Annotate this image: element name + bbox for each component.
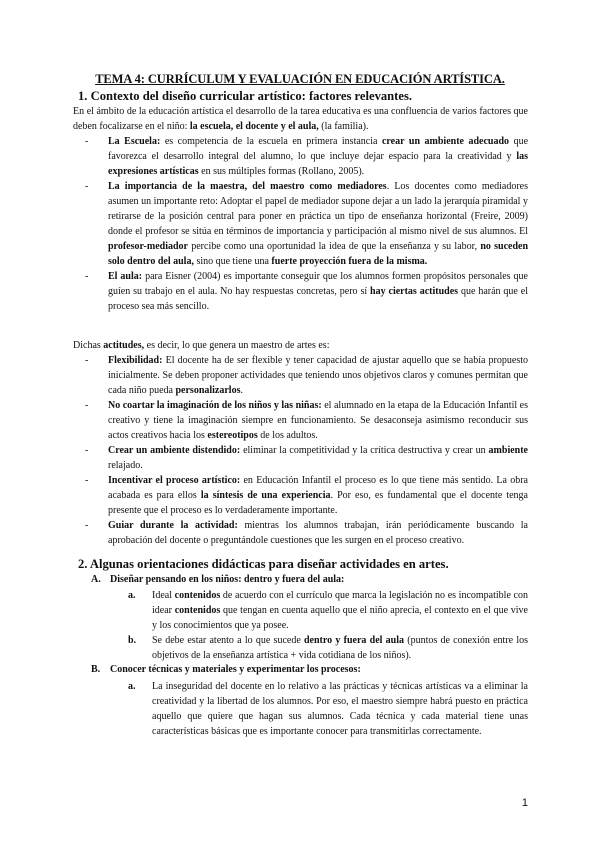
list-item <box>128 679 528 739</box>
item-label: El aula: <box>108 271 143 282</box>
item-bold: fuerte proyección fuera de la misma. <box>271 256 428 267</box>
item-label: No coartar la imaginación de los niños y las niñas: <box>108 400 322 411</box>
item-text: . Por eso, es fundamental que el docente tenga presente que el proceso es lo verdaderamente importante. <box>108 490 528 516</box>
dash-bullet: - <box>85 136 89 147</box>
subsection-label: Conocer técnicas y materiales y experimentar los procesos: <box>110 664 361 675</box>
item-text: en Educación Infantil el proceso es lo que tiene más sentido. La obra acabada es para ellos <box>108 475 528 501</box>
subsection-b-items <box>128 679 528 739</box>
item-text: el alumnado en la etapa de la Educación Infantil es creativo y tiene la imaginación siempre en funcionamiento. Se desaconseja asimismo reconducir sus actos creativos hacia los <box>108 400 528 441</box>
item-text: percibe como una oportunidad la idea de que la enseñanza y su labor, <box>188 241 481 252</box>
item-label: Crear un ambiente distendido: <box>108 445 241 456</box>
intro-text: En el ámbito de la educación artística el desarrollo de la tarea educativa es una confluencia de varios factores que deben focalizarse en el niño: <box>73 106 528 132</box>
intro-tail: (la familia). <box>318 121 369 132</box>
dash-bullet: - <box>85 271 89 282</box>
item-label: Guiar durante la actividad: <box>108 520 238 531</box>
list-item <box>85 269 528 314</box>
subsection-a-heading <box>91 574 344 585</box>
item-bold: no suceden solo dentro del aula, <box>108 241 529 267</box>
item-bold: ambiente <box>488 445 528 456</box>
dash-bullet: - <box>85 181 89 192</box>
attitudes-tail: es decir, lo que genera un maestro de artes es: <box>144 340 330 351</box>
list-item <box>128 588 528 633</box>
item-text: para Eisner (2004) es importante conseguir que los alumnos formen propósitos personales que guíen su trabajo en el aula. No hay respuestas concretas, pero sí <box>108 271 528 297</box>
item-text: de acuerdo con el currículo que marca la legislación no es incompatible con idear <box>152 590 528 616</box>
list-item <box>85 398 528 443</box>
item-bold: personalizarlos <box>175 385 241 396</box>
item-text: en sus múltiples formas (Rollano, 2005). <box>198 166 365 177</box>
item-mark: a. <box>128 681 136 692</box>
section-1-heading: 1. Contexto del diseño curricular artístico: factores relevantes. <box>78 89 413 103</box>
attitudes-text: Dichas <box>73 340 104 351</box>
dash-bullet: - <box>85 355 89 366</box>
dash-bullet: - <box>85 445 89 456</box>
section-1-intro <box>73 104 528 134</box>
attitudes-list <box>85 353 528 548</box>
item-mark: a. <box>128 590 136 601</box>
item-label: La Escuela: <box>108 136 161 147</box>
item-text: El docente ha de ser flexible y tener capacidad de ajustar aquello que se había propuesto inicialmente. Se deben proponer actividades que teniendo unos objetivos claros y comunes permitan que cada niño pueda <box>108 355 528 396</box>
item-text: Ideal <box>152 590 175 601</box>
item-bold: hay ciertas actitudes <box>370 286 459 297</box>
item-bold: la síntesis de una experiencia <box>200 490 331 501</box>
item-label: La importancia de la maestra, del maestro como mediadores <box>108 181 387 192</box>
item-text: que harán que el proceso sea más sencillo. <box>108 286 528 312</box>
intro-bold: la escuela, el docente y el aula, <box>189 121 319 132</box>
dash-bullet: - <box>85 475 89 486</box>
item-bold: profesor-mediador <box>108 241 188 252</box>
dash-bullet: - <box>85 520 89 531</box>
list-item <box>85 134 528 179</box>
item-text: . Los docentes como mediadores asumen un importante reto: Adoptar el papel de mediador supone dejar a un lado la jerarquía piramidal y retirarse de la posición central para poner en práctica un tipo de enseñanza horizontal (Freire, 2009) donde el profesor se sitúa en términos de importancia y participación al mismo nivel de sus alumnos. El <box>108 181 528 237</box>
item-text: (puntos de conexión entre los objetivos de la enseñanza artística + vida cotidiana de los niños). <box>152 635 528 661</box>
page-title: TEMA 4: CURRÍCULUM Y EVALUACIÓN EN EDUCACIÓN ARTÍSTICA. <box>95 72 505 86</box>
item-text: de los adultos. <box>257 430 318 441</box>
item-text: que favorezca el desarrollo integral del alumno, lo que incluye dejar espacio para la creatividad y <box>108 136 529 162</box>
list-item <box>85 353 528 398</box>
subsection-a-items <box>128 588 528 663</box>
subsection-b-heading <box>91 664 361 675</box>
dash-bullet: - <box>85 400 89 411</box>
subsection-mark: A. <box>91 574 101 585</box>
item-text: mientras los alumnos trabajan, irán periódicamente buscando la aprobación del docente o preguntándole cuestiones que les surgen en el proceso creativo. <box>108 520 528 546</box>
item-text: sino que tiene una <box>193 256 272 267</box>
list-item <box>85 473 528 518</box>
item-text: que tengan en cuenta aquello que el niño aprecia, el contexto en el que vive y los conocimientos que ya posee. <box>152 605 528 631</box>
item-bold: las expresiones artísticas <box>108 151 528 177</box>
item-bold: estereotipos <box>207 430 258 441</box>
item-text: La inseguridad del docente en lo relativo a las prácticas y técnicas artísticas va a eliminar la creatividad y la libertad de los alumnos. Por eso, el maestro siempre habrá puesto en práctica aquello que quiere que hagan sus alumnos. Cada técnica y cada material tiene unas características básicas que es importante conocer para transmitirlas correctamente. <box>152 681 528 737</box>
factors-list <box>85 134 528 314</box>
item-bold: contenidos <box>174 605 221 616</box>
item-bold: contenidos <box>174 590 221 601</box>
item-text: eliminar la competitividad y la crítica destructiva y crear un <box>240 445 489 456</box>
item-text: Se debe estar atento a lo que sucede <box>152 635 304 646</box>
page-number: 1 <box>521 797 528 809</box>
item-bold: dentro y fuera del aula <box>304 635 405 646</box>
list-item <box>128 633 528 663</box>
item-mark: b. <box>128 635 137 646</box>
list-item <box>85 518 528 548</box>
subsection-mark: B. <box>91 664 101 675</box>
subsection-label: Diseñar pensando en los niños: dentro y fuera del aula: <box>110 574 345 585</box>
list-item <box>85 443 528 473</box>
item-bold: crear un ambiente adecuado <box>381 136 510 147</box>
item-label: Incentivar el proceso artístico: <box>108 475 241 486</box>
item-label: Flexibilidad: <box>108 355 163 366</box>
attitudes-intro <box>73 338 528 353</box>
item-text: es competencia de la escuela en primera instancia <box>160 136 382 147</box>
item-text: relajado. <box>108 460 143 471</box>
list-item <box>85 179 528 269</box>
section-2-heading: 2. Algunas orientaciones didácticas para diseñar actividades en artes. <box>78 557 449 571</box>
item-text: . <box>240 385 243 396</box>
attitudes-bold: actitudes, <box>103 340 145 351</box>
